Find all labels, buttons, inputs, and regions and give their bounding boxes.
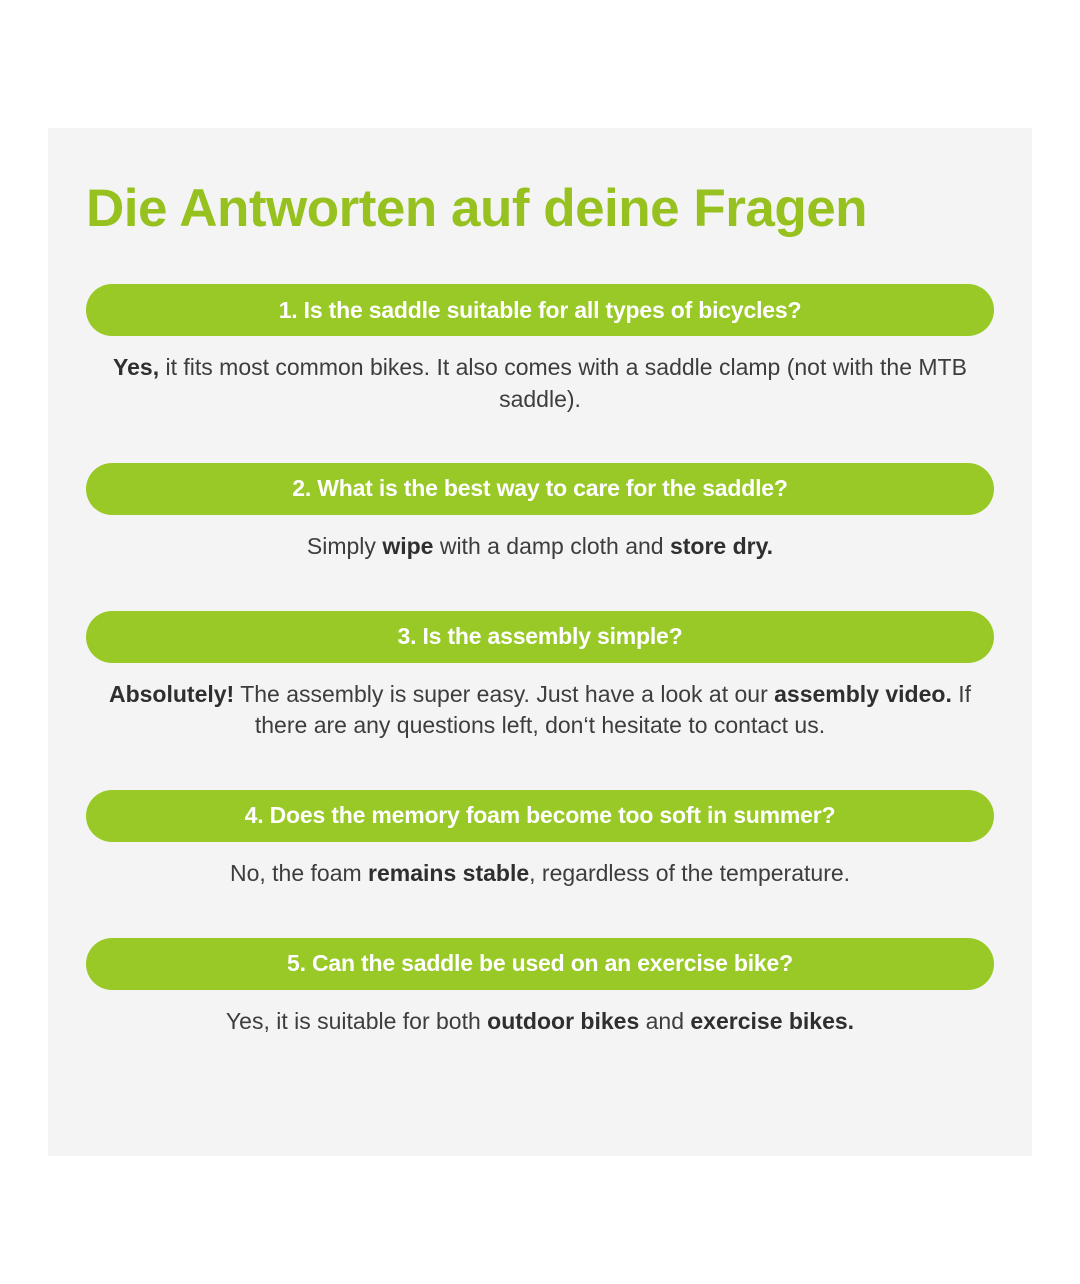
faq-item <box>48 284 1032 415</box>
faq-list <box>48 284 1032 1037</box>
faq-answer: Absolutely! The assembly is super easy. Just have a look at our assembly video. If there are any questions left, don‘t hesitate to contact us. <box>108 680 972 739</box>
faq-item <box>48 938 1032 1038</box>
faq-item <box>48 463 1032 563</box>
faq-question[interactable]: 3. Is the assembly simple? <box>86 611 994 663</box>
faq-answer: No, the foam remains stable, regardless of the temperature. <box>229 859 851 886</box>
faq-answer: Yes, it fits most common bikes. It also comes with a saddle clamp (not with the MTB saddle). <box>113 354 967 413</box>
page-title: Die Antworten auf deine Fragen <box>86 179 868 238</box>
faq-item <box>48 790 1032 890</box>
faq-answer: Simply wipe with a damp cloth and store dry. <box>306 532 774 559</box>
faq-question[interactable]: 1. Is the saddle suitable for all types of bicycles? <box>86 284 994 336</box>
faq-question[interactable]: 2. What is the best way to care for the saddle? <box>86 463 994 515</box>
faq-item <box>48 611 1032 742</box>
faq-answer: Yes, it is suitable for both outdoor bikes and exercise bikes. <box>225 1007 855 1034</box>
faq-card <box>48 128 1032 1156</box>
faq-question[interactable]: 4. Does the memory foam become too soft in summer? <box>86 790 994 842</box>
faq-question[interactable]: 5. Can the saddle be used on an exercise bike? <box>86 938 994 990</box>
